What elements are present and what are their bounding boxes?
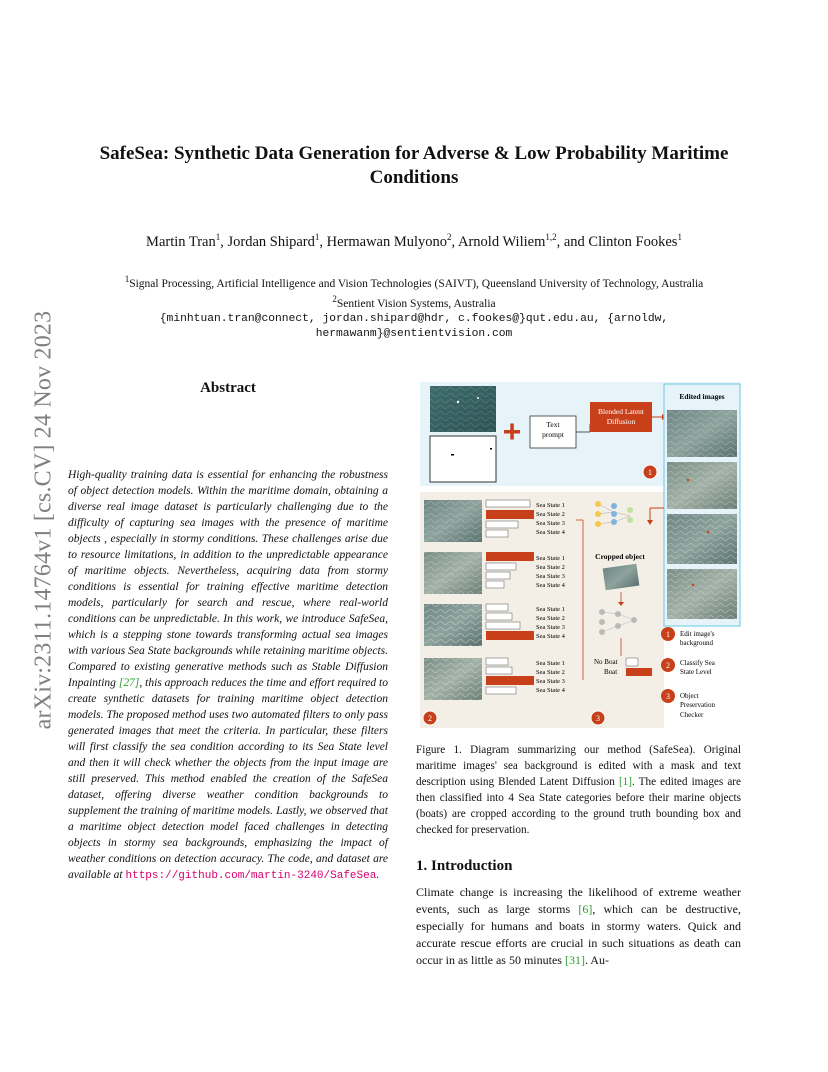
arxiv-stamp — [24, 280, 64, 760]
svg-text:Sea State 2: Sea State 2 — [536, 511, 565, 518]
svg-text:prompt: prompt — [542, 430, 564, 439]
classified-row — [424, 552, 566, 594]
svg-text:1: 1 — [666, 630, 670, 639]
svg-text:3: 3 — [666, 692, 670, 701]
svg-text:State Level: State Level — [680, 668, 712, 676]
svg-text:Sea State 4: Sea State 4 — [536, 529, 565, 536]
affiliation-1: $^1$Signal Processing, Artificial Intelligence and Vision Technologies (SAIVT), Queensland University of Technology, Australia — [124, 274, 704, 290]
citation-link[interactable]: [6] — [578, 902, 593, 916]
cropped-object-image — [603, 564, 640, 591]
citation-link[interactable]: [27] — [118, 677, 140, 689]
svg-text:background: background — [680, 639, 714, 647]
svg-text:Classify Sea: Classify Sea — [680, 659, 715, 667]
affiliation-2: $^2$Sentient Vision Systems, Australia — [332, 293, 496, 310]
emails-line-1: {minhtuan.tran@connect, jordan.shipard@hdr, c.fookes@}qut.edu.au, {arnoldw, — [159, 312, 669, 325]
introduction-body: Climate change is increasing the likelihood of extreme weather events, such as large storms [6], which can be destructive, especially for humans and boats in stormy waters. Quick and accurate rescue efforts are crucial in such situations as death can occur in as little as 50 minutes [31]. Au- — [416, 885, 742, 967]
svg-text:Sea State 4: Sea State 4 — [536, 582, 565, 589]
citation-link[interactable]: [1] — [618, 776, 632, 788]
classified-row — [424, 500, 566, 542]
author: Hermawan Mulyono$^2$, — [326, 232, 458, 250]
mask-image — [430, 436, 496, 482]
svg-text:Sea State 4: Sea State 4 — [536, 633, 565, 640]
svg-text:Sea State 1: Sea State 1 — [536, 502, 565, 509]
arxiv-stamp-text: arXiv:2311.14764v1 [cs.CV] 24 Nov 2023 — [30, 310, 57, 730]
svg-text:Sea State 1: Sea State 1 — [536, 555, 565, 562]
svg-text:Sea State 1: Sea State 1 — [536, 606, 565, 613]
svg-text:Sea State 3: Sea State 3 — [536, 624, 565, 631]
svg-text:Blended Latent: Blended Latent — [597, 407, 645, 416]
github-link[interactable]: https://github.com/martin-3240/SafeSea — [125, 870, 377, 882]
svg-text:Sea State 1: Sea State 1 — [536, 660, 565, 667]
svg-text:1: 1 — [648, 468, 652, 477]
svg-text:2: 2 — [666, 661, 670, 670]
svg-text:Object: Object — [680, 692, 699, 700]
figure-legend — [661, 627, 716, 719]
abstract-body: High-quality training data is essential for enhancing the robustness of object detection models. Within the maritime domain, obtaining a diverse real image dataset is particularly challenging due to the difficulty of capturing sea images with the presence of maritime objects , especially in stormy conditions. These challenges arise due to resource limitations, in addition to the unpredictable appearance of maritime objects. Nevertheless, acquiring data from stormy conditions is essential for training effective maritime detection models, particularly for search and rescue, where real-world conditions can be unpredictable. In this work, we introduce SafeSea, which is a stepping stone towards transforming actual sea images with various Sea State backgrounds while retaining maritime objects. Compared to existing generative methods such as Stable Diffusion Inpainting [27], this approach reduces the time and effort required to create synthetic datasets for training maritime object detection models. The proposed method uses two automated filters to only pass generated images that meet the criteria. In particular, these filters will first classify the sea condition according to its Sea State level and then it will check whether the objects from the input image are still preserved. This method enabled the creation of the SafeSea dataset, offering diverse weather condition backgrounds to supplement the training of maritime models. Lastly, we observed that a maritime object detection model faced challenges in detecting objects in stormy sea backgrounds, emphasizing the impact of weather conditions on detection accuracy. The code, and dataset are available at https://github.com/martin-3240/SafeSea. — [68, 469, 388, 882]
affiliations — [60, 272, 768, 342]
svg-text:Cropped object: Cropped object — [595, 552, 645, 561]
svg-text:Sea State 4: Sea State 4 — [536, 687, 565, 694]
author: Clinton Fookes$^1$ — [588, 232, 682, 250]
svg-text:2: 2 — [428, 714, 432, 723]
svg-text:Sea State 2: Sea State 2 — [536, 669, 565, 676]
svg-text:No Boat: No Boat — [594, 658, 618, 666]
svg-text:Text: Text — [546, 420, 560, 429]
svg-text:3: 3 — [596, 714, 600, 723]
author: Arnold Wiliem$^{1,2}$, and — [458, 232, 589, 250]
svg-text:Sea State 3: Sea State 3 — [536, 573, 565, 580]
svg-text:Sea State 2: Sea State 2 — [536, 564, 565, 571]
svg-text:Sea State 3: Sea State 3 — [536, 678, 565, 685]
svg-text:Preservation: Preservation — [680, 701, 715, 709]
svg-text:Boat: Boat — [604, 668, 618, 676]
svg-text:Diffusion: Diffusion — [606, 417, 636, 426]
svg-text:Edited images: Edited images — [679, 392, 725, 401]
author-list — [60, 232, 768, 251]
author: Martin Tran$^1$, — [146, 232, 228, 250]
section-heading-introduction: 1. Introduction — [416, 858, 513, 874]
abstract-heading: Abstract — [200, 380, 256, 396]
author: Jordan Shipard$^1$, — [227, 232, 327, 250]
svg-text:Sea State 3: Sea State 3 — [536, 520, 565, 527]
svg-text:Edit image's: Edit image's — [680, 630, 715, 638]
classified-row — [424, 658, 566, 700]
svg-text:Checker: Checker — [680, 711, 704, 719]
classified-row — [424, 604, 566, 646]
figure-caption: Figure 1. Diagram summarizing our method (SafeSea). Original maritime images' sea background is edited with a mask and text description using Blended Latent Diffusion [1]. The edited images are then classified into 4 Sea State categories before their marine objects (boats) are cropped according to the ground truth bounding box and checked for preservation. — [416, 744, 741, 836]
paper-title: SafeSea: Synthetic Data Generation for Adverse & Low Probability Maritime Conditions — [99, 143, 729, 188]
figure-1-diagram — [418, 380, 744, 730]
emails-line-2: hermawanm}@sentientvision.com — [315, 327, 513, 340]
citation-link[interactable]: [31] — [564, 953, 585, 967]
svg-text:Sea State 2: Sea State 2 — [536, 615, 565, 622]
